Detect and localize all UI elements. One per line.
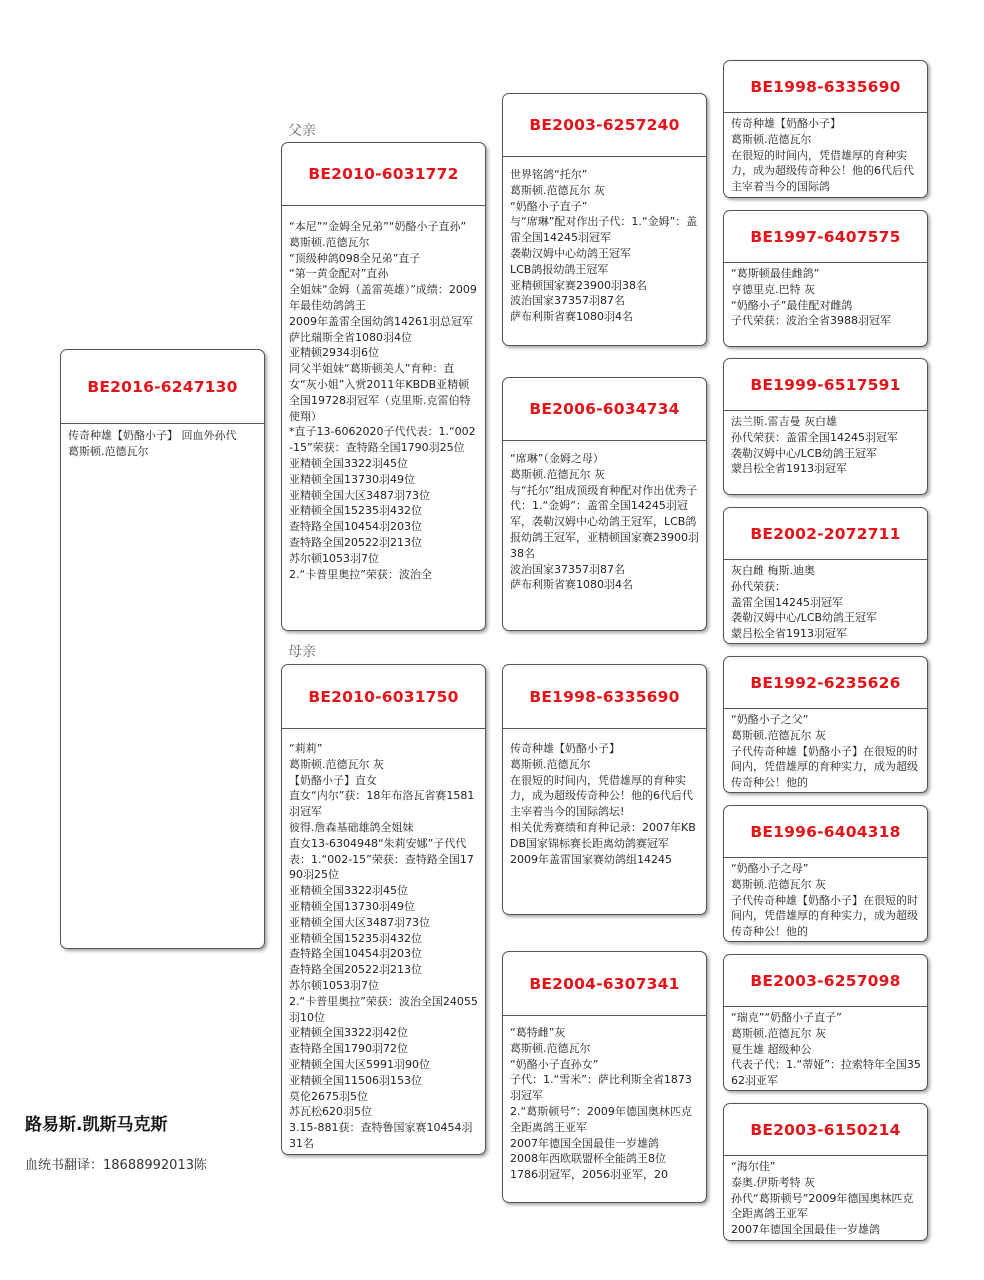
grandparent-card: [502, 951, 707, 1203]
great-grandparent-description: 传奇种雄【奶酪小子】 葛斯顿.范德瓦尔 在很短的时间内，凭借雄厚的育种实力，成为超级传奇种公！他的6代后代主宰着当今的国际鸽: [731, 117, 914, 194]
dam-description: “莉莉” 葛斯顿.范德瓦尔 灰 【奶酪小子】直女 直女“内尔”获：18年布洛瓦省赛1581羽冠军 彼得.詹森基础雄鸽全姐妹 直女13-6304948“朱莉安娜”子代代表：1.“002-15”荣获：查特路全国1790羽25位 亚精顿全国3322羽45位 亚精顿全国13730羽49位 亚精顿全国大区3487羽73位 亚精顿全国15235羽432位 查特路全国10454羽203位 查特路全国20522羽213位 苏尔顿1053羽7位 2.“卡普里奥拉”荣获：波治全国24055羽10位 亚精顿全国3322羽42位 查特路全国1790羽72位 亚精顿全国大区5991羽90位 亚精顿全国11506羽153位 莫伦2675羽5位 苏瓦松620羽5位 3.15-881获：查特鲁国家赛10454羽31名: [289, 742, 478, 1150]
grandparent-card: [502, 377, 707, 631]
great-grandparent-description: “瑞克”“奶酪小子直子” 葛斯顿.范德瓦尔 灰 夏生雄 超级种公 代表子代：1.“蒂娅”：拉索特年全国3562羽亚军: [731, 1011, 921, 1088]
great-grandparent-card: [723, 656, 928, 793]
great-grandparent-description: 灰白雌 梅斯.迪奥 孙代荣获： 盖雷全国14245羽冠军 袭勒汉姆中心/LCB幼鸽王冠军 蒙吕松全省1913羽冠军: [731, 564, 878, 641]
great-grandparent-ring-number: BE1996-6404318: [724, 806, 927, 858]
great-grandparent-card: [723, 358, 928, 495]
great-grandparent-description: “奶酪小子之母” 葛斯顿.范德瓦尔 灰 子代传奇种雄【奶酪小子】在很短的时间内，凭借雄厚的育种实力，成为超级传奇种公！他的: [731, 862, 918, 939]
grandparent-card: [502, 93, 707, 346]
grandparent-ring-number: BE2004-6307341: [503, 952, 706, 1016]
grandparent-ring-number: BE1998-6335690: [503, 665, 706, 729]
sire-label: 父亲: [288, 123, 316, 139]
grandparent-description: “席琳”（金姆之母） 葛斯顿.范德瓦尔 灰 与“托尔”组成顶级育种配对作出优秀子代：1.“金姆”：盖雷全国14245羽冠军，袭勒汉姆中心幼鸽王冠军，LCB鸽报幼鸽王冠军，亚精顿国家赛23900羽38名 波治国家37357羽87名 萨布利斯省赛1080羽4名: [510, 452, 699, 592]
grandparent-ring-number: BE2006-6034734: [503, 378, 706, 441]
sire-description: “本尼”“金姆全兄弟”“奶酪小子直孙” 葛斯顿.范德瓦尔 “顶级种鸽098全兄弟”直子 “第一黄金配对”直孙 全姐妹“金姆（盖雷英雄）”成绩：2009年最佳幼鸽鸽王 2009年盖雷全国幼鸽14261羽总冠军 萨比瑞斯全省1080羽4位 亚精顿2934羽6位 同父半姐妹“葛斯顿美人”育种：直女“灰小姐”入赏2011年KBDB亚精顿全国19728羽冠军（克里斯.克雷伯特使翔） *直子13-6062020子代代表：1.“002-15”荣获：查特路全国1790羽25位 亚精顿全国3322羽45位 亚精顿全国13730羽49位 亚精顿全国大区3487羽73位 亚精顿全国15235羽432位 查特路全国10454羽203位 查特路全国20522羽213位 苏尔顿1053羽7位 2.“卡普里奥拉”荣获：波治全: [289, 220, 477, 581]
grandparent-description: “葛特雌”灰 葛斯顿.范德瓦尔 “奶酪小子直孙女” 子代：1.“雪米”：萨比利斯全省1873羽冠军 2.“葛斯顿号”：2009年德国奥林匹克全距离鸽王亚军 2007年德国全国最佳一岁雄鸽 2008年西欧联盟杯全能鸽王8位 1786羽冠军，2056羽亚军，20: [510, 1026, 692, 1182]
dam-ring-number: BE2010-6031750: [282, 665, 485, 729]
subject-card: [60, 349, 265, 949]
owner-name: 路易斯.凯斯马克斯: [25, 1115, 168, 1135]
great-grandparent-card: [723, 210, 928, 347]
great-grandparent-card: [723, 1103, 928, 1241]
grandparent-description: 世界铭鸽“托尔” 葛斯顿.范德瓦尔 灰 “奶酪小子直子” 与“席琳”配对作出子代：1.“金姆”：盖雷全国14245羽冠军 袭勒汉姆中心幼鸽王冠军 LCB鸽报幼鸽王冠军 亚精顿国家赛23900羽38名 波治国家37357羽87名 萨布利斯省赛1080羽4名: [510, 168, 698, 324]
translator-contact: 血统书翻译：18688992013陈: [25, 1158, 207, 1173]
great-grandparent-description: “海尔佳” 泰奥.伊斯考特 灰 孙代“葛斯顿号”2009年德国奥林匹克全距离鸽王亚军 2007年德国全国最佳一岁雄鸽: [731, 1160, 914, 1237]
great-grandparent-card: [723, 60, 928, 198]
great-grandparent-ring-number: BE1992-6235626: [724, 657, 927, 709]
dam-label: 母亲: [288, 644, 316, 660]
grandparent-description: 传奇种雄【奶酪小子】 葛斯顿.范德瓦尔 在很短的时间内，凭借雄厚的育种实力，成为超级传奇种公！他的6代后代主宰着当今的国际鸽坛! 相关优秀赛绩和育种记录：2007年KBDB国家锦标赛长距离幼鸽赛冠军 2009年盖雷国家赛幼鸽组14245: [510, 742, 696, 866]
great-grandparent-description: “葛斯顿最佳雌鸽” 亨德里克.巴特 灰 “奶酪小子”最佳配对雌鸽 子代荣获：波治全省3988羽冠军: [731, 267, 891, 328]
sire-ring-number: BE2010-6031772: [282, 143, 485, 206]
great-grandparent-ring-number: BE1997-6407575: [724, 211, 927, 263]
subject-ring-number: BE2016-6247130: [61, 350, 264, 424]
great-grandparent-card: [723, 507, 928, 644]
dam-card: [281, 664, 486, 1155]
great-grandparent-card: [723, 805, 928, 942]
great-grandparent-description: 法兰斯.雷吉曼 灰白雄 孙代荣获：盖雷全国14245羽冠军 袭勒汉姆中心/LCB幼鸽王冠军 蒙吕松全省1913羽冠军: [731, 415, 898, 476]
great-grandparent-ring-number: BE1998-6335690: [724, 61, 927, 113]
great-grandparent-ring-number: BE2002-2072711: [724, 508, 927, 560]
great-grandparent-description: “奶酪小子之父” 葛斯顿.范德瓦尔 灰 子代传奇种雄【奶酪小子】在很短的时间内，凭借雄厚的育种实力，成为超级传奇种公！他的: [731, 713, 918, 790]
great-grandparent-ring-number: BE2003-6150214: [724, 1104, 927, 1156]
great-grandparent-card: [723, 954, 928, 1091]
great-grandparent-ring-number: BE1999-6517591: [724, 359, 927, 411]
grandparent-ring-number: BE2003-6257240: [503, 94, 706, 157]
subject-description: 传奇种雄【奶酪小子】 回血外孙代 葛斯顿.范德瓦尔: [68, 429, 237, 458]
great-grandparent-ring-number: BE2003-6257098: [724, 955, 927, 1007]
grandparent-card: [502, 664, 707, 915]
sire-card: [281, 142, 486, 631]
